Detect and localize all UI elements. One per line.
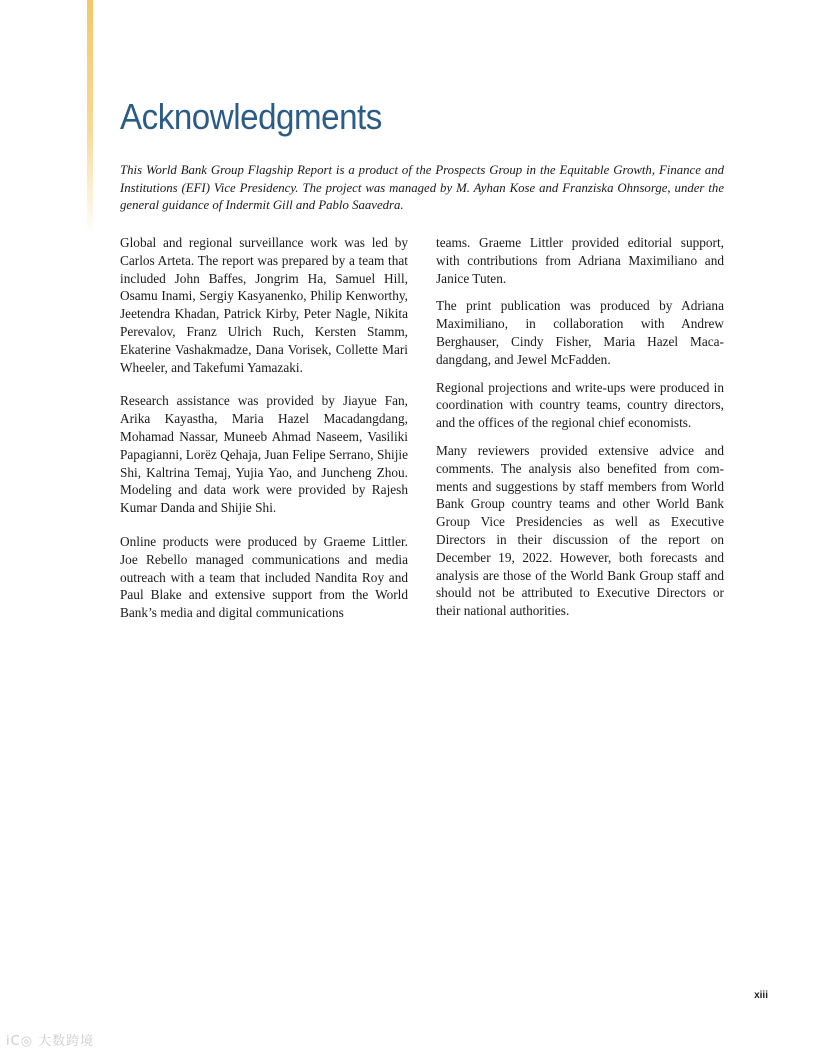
paragraph-print-publication: The print publication was produced by Adriana Maximiliano, in collaboration with Andrew Berghauser, Cindy Fisher, Maria Hazel Maca-dangdang, and Jewel McFadden. [436,298,724,367]
page-title: Acknowledgments [120,96,382,137]
paragraph-surveillance: Global and regional surveillance work was led by Carlos Arteta. The report was prepared by a team that included John Baffes, Jongrim Ha, Samuel Hill, Osamu Inami, Sergiy Kasyanenko, Philip Kenworthy, Jeetendra Khadan, Patrick Kirby, Peter Nagle, Nikita Perevalov, Franz Ulrich Ruch, Kersten Stamm, Ekaterine Vashakmadze, Dana Vorisek, Collette Mari Wheeler, and Takefumi Yamazaki. [120,235,408,375]
decorative-accent-bar [87,0,93,235]
paragraph-reviewers: Many reviewers provided extensive advice and comments. The analysis also benefited from com-ments and suggestions by staff members from World Bank Group country teams and other World Bank Group Vice Presidencies as well as Executive Directors in their discussion of the report on December 19, 2022. However, both forecasts and analysis are those of the World Bank Group staff and should not be attributed to Executive Directors or their national authorities. [436,442,724,619]
page-number: xiii [754,990,768,1001]
paragraph-research-assistance: Research assistance was provided by Jiayue Fan, Arika Kayastha, Maria Hazel Macadangdang, Mohamad Nassar, Muneeb Ahmad Naseem, Vasiliki Papagianni, Lorëz Qehaja, Juan Felipe Serrano, Shijie Shi, Kaltrina Temaj, Yujia Yao, and Juncheng Zhou. Modeling and data work were provided by Rajesh Kumar Danda and Shijie Shi. [120,393,408,516]
paragraph-editorial-support: teams. Graeme Littler provided editorial support, with contributions from Adriana Maximiliano and Janice Tuten. [436,235,724,286]
left-column [120,234,408,638]
intro-paragraph: This World Bank Group Flagship Report is a product of the Prospects Group in the Equitable Growth, Finance and Institutions (EFI) Vice Presidency. The project was managed by M. Ayhan Kose and Franziska Ohnsorge, under the general guidance of Indermit Gill and Pablo Saavedra. [120,163,724,213]
right-column [436,234,724,630]
paragraph-regional-projections: Regional projections and write-ups were produced in coordination with country teams, country directors, and the offices of the regional chief economists. [436,379,724,431]
paragraph-online-products: Online products were produced by Graeme Littler. Joe Rebello managed communications and media outreach with a team that included Nandita Roy and Paul Blake and extensive support from the World Bank’s media and digital communications [120,533,408,621]
watermark-logo: iC◎ 大数跨境 [6,1034,95,1049]
